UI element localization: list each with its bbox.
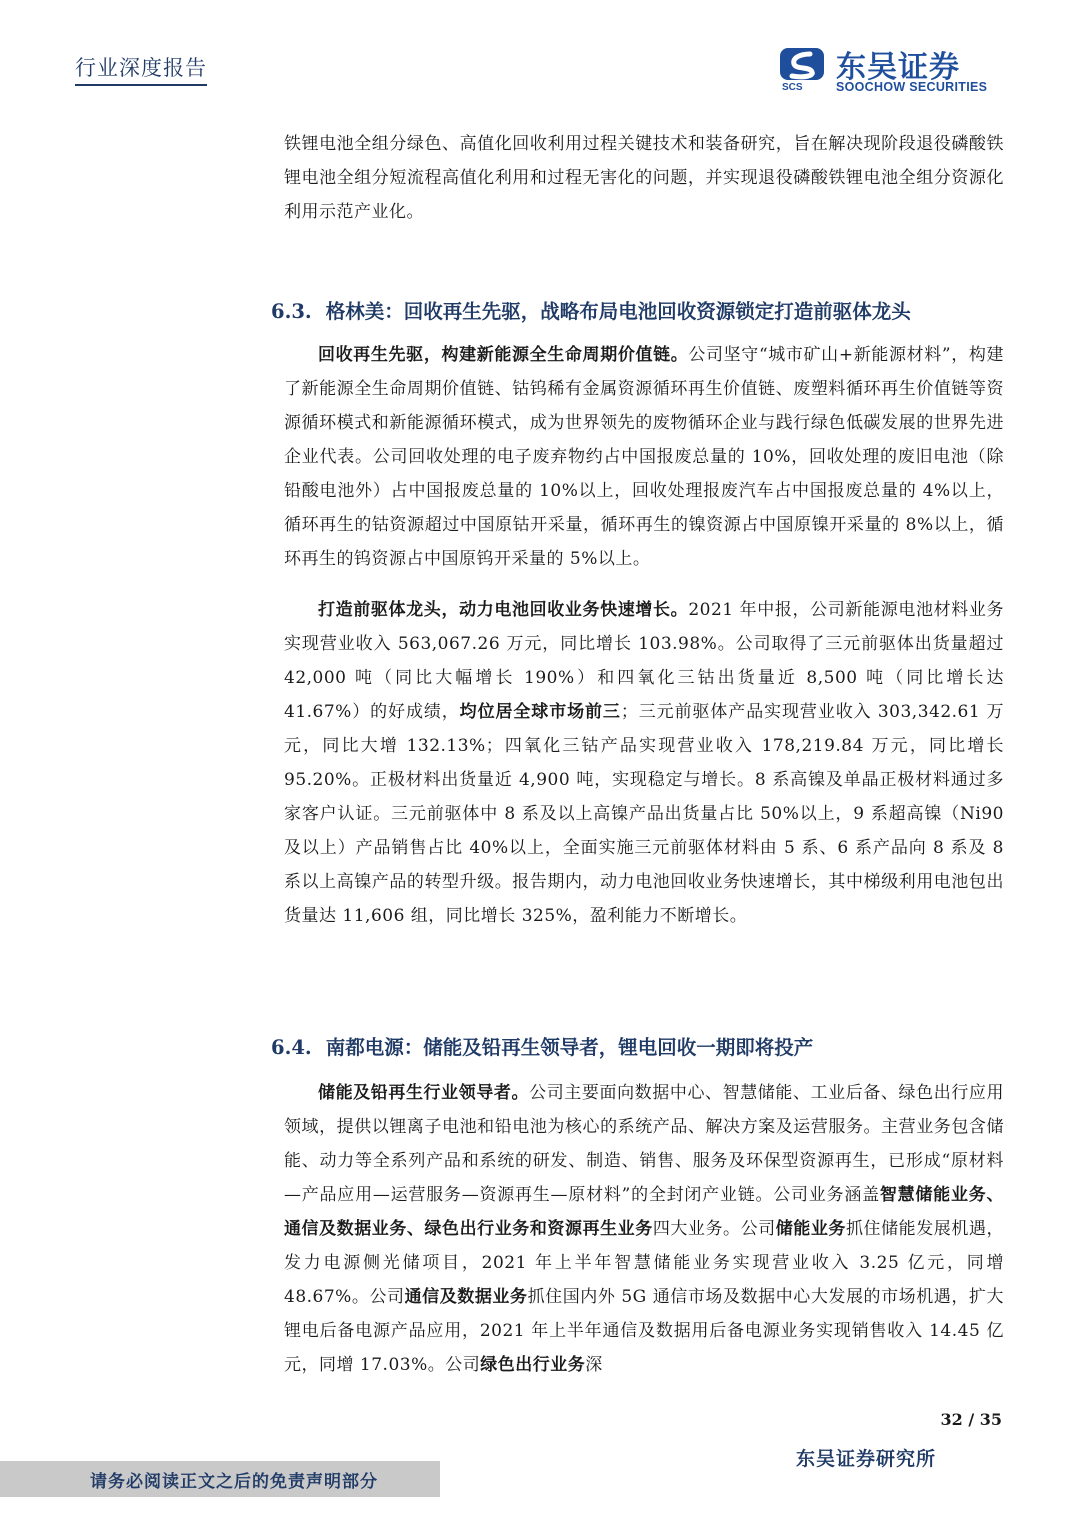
institute-name: 东吴证券研究所 — [796, 1448, 937, 1470]
paragraph-text: 抓住储能发展机遇，发力电源侧光储项目，2021 年上半年智慧储能业务实现营业收入 3.25 亿元，同增 48.67%。公司 — [284, 1219, 1004, 1307]
section-6-3-body — [284, 338, 1004, 933]
paragraph-lead: 打造前驱体龙头，动力电池回收业务快速增长。 — [318, 600, 689, 620]
paragraph-text: 深 — [585, 1355, 603, 1375]
company-logo — [780, 46, 1000, 96]
section-number: 6.4. — [271, 1036, 312, 1059]
section-title: 格林美：回收再生先驱，战略布局电池回收资源锁定打造前驱体龙头 — [325, 300, 911, 323]
paragraph-text: 抓住国内外 5G 通信市场及数据中心大发展的市场机遇，扩大锂电后备电源产品应用，2021 年上半年通信及数据用后备电源业务实现销售收入 14.45 亿元，同增 17.03%。公司 — [284, 1287, 1004, 1375]
paragraph-text: ；三元前驱体产品实现营业收入 303,342.61 万元，同比大增 132.13%；四氧化三钴产品实现营业收入 178,219.84 万元，同比增长 95.20%。正极材料出货量近 4,900 吨，实现稳定与增长。8 系高镍及单晶正极材料通过多家客户认证。三元前驱体中 8 系及以上高镍产品出货量占比 50%以上，9 系超高镍（Ni90 及以上）产品销售占比 40%以上，全面实施三元前驱体材料由 5 系、6 系产品向 8 系及 8 系以上高镍产品的转型升级。报告期内，动力电池回收业务快速增长，其中梯级利用电池包出货量达 11,606 组，同比增长 325%，盈利能力不断增长。 — [284, 702, 1004, 926]
paragraph-emphasis: 均位居全球市场前三 — [459, 702, 621, 722]
disclaimer-note: 请务必阅读正文之后的免责声明部分 — [90, 1472, 378, 1492]
paragraph-storage-leader — [284, 1076, 1004, 1382]
paragraph-emphasis: 智慧储能业务、通信及数据业务、绿色出行业务和资源再生业务 — [284, 1185, 1004, 1239]
intro-paragraph: 铁锂电池全组分绿色、高值化回收利用过程关键技术和装备研究，旨在解决现阶段退役磷酸铁锂电池全组分短流程高值化利用和过程无害化的问题，并实现退役磷酸铁锂电池全组分资源化利用示范产业化。 — [284, 134, 1004, 222]
paragraph-text: 2021 年中报，公司新能源电池材料业务实现营业收入 563,067.26 万元，同比增长 103.98%。公司取得了三元前驱体出货量超过 42,000 吨（同比大幅增长 190%）和四氧化三钴出货量近 8,500 吨（同比增长达 41.67%）的好成绩， — [284, 600, 1005, 722]
section-title: 南都电源：储能及铅再生领导者，锂电回收一期即将投产 — [325, 1036, 814, 1059]
section-heading-6-4 — [271, 1032, 813, 1060]
paragraph-text: 公司主要面向数据中心、智慧储能、工业后备、绿色出行应用领域，提供以锂离子电池和铅电池为核心的系统产品、解决方案及运营服务。主营业务包含储能、动力等全系列产品和系统的研发、制造、销售、服务及环保型资源再生，已形成“原材料—产品应用—运营服务—资源再生—原材料”的全封闭产业链。公司业务涵盖 — [284, 1083, 1005, 1205]
paragraph-text: 四大业务。公司 — [652, 1219, 776, 1239]
logo-chinese-name: 东吴证券 — [836, 50, 960, 85]
logo-english-name: SOOCHOW SECURITIES — [836, 80, 988, 94]
intro-block — [284, 127, 1004, 229]
paragraph-emphasis: 通信及数据业务 — [404, 1287, 528, 1307]
paragraph-recycling-pioneer — [284, 338, 1004, 576]
section-6-4-body — [284, 1076, 1004, 1382]
page-number: 32 / 35 — [940, 1410, 1002, 1429]
section-heading-6-3 — [271, 296, 911, 324]
paragraph-lead: 储能及铅再生行业领导者。 — [318, 1083, 530, 1103]
paragraph-text: 公司坚守“城市矿山+新能源材料”，构建了新能源全生命周期价值链、钴钨稀有金属资源循环再生价值链、废塑料循环再生价值链等资源循环模式和新能源循环模式，成为世界领先的废物循环企业与践行绿色低碳发展的世界先进企业代表。公司回收处理的电子废弃物约占中国报废总量的 10%，回收处理的废旧电池（除铅酸电池外）占中国报废总量的 10%以上，回收处理报废汽车占中国报废总量的 4%以上，循环再生的钴资源超过中国原钴开采量，循环再生的镍资源占中国原镍开采量的 8%以上，循环再生的钨资源占中国原钨开采量的 5%以上。 — [284, 345, 1004, 569]
report-type-header: 行业深度报告 — [75, 52, 207, 86]
paragraph-emphasis: 绿色出行业务 — [480, 1355, 586, 1375]
section-number: 6.3. — [271, 300, 312, 323]
logo-abbr: SCS — [782, 82, 803, 93]
paragraph-emphasis: 储能业务 — [775, 1219, 846, 1239]
paragraph-precursor-leader — [284, 593, 1004, 933]
paragraph-lead: 回收再生先驱，构建新能源全生命周期价值链。 — [318, 345, 689, 365]
